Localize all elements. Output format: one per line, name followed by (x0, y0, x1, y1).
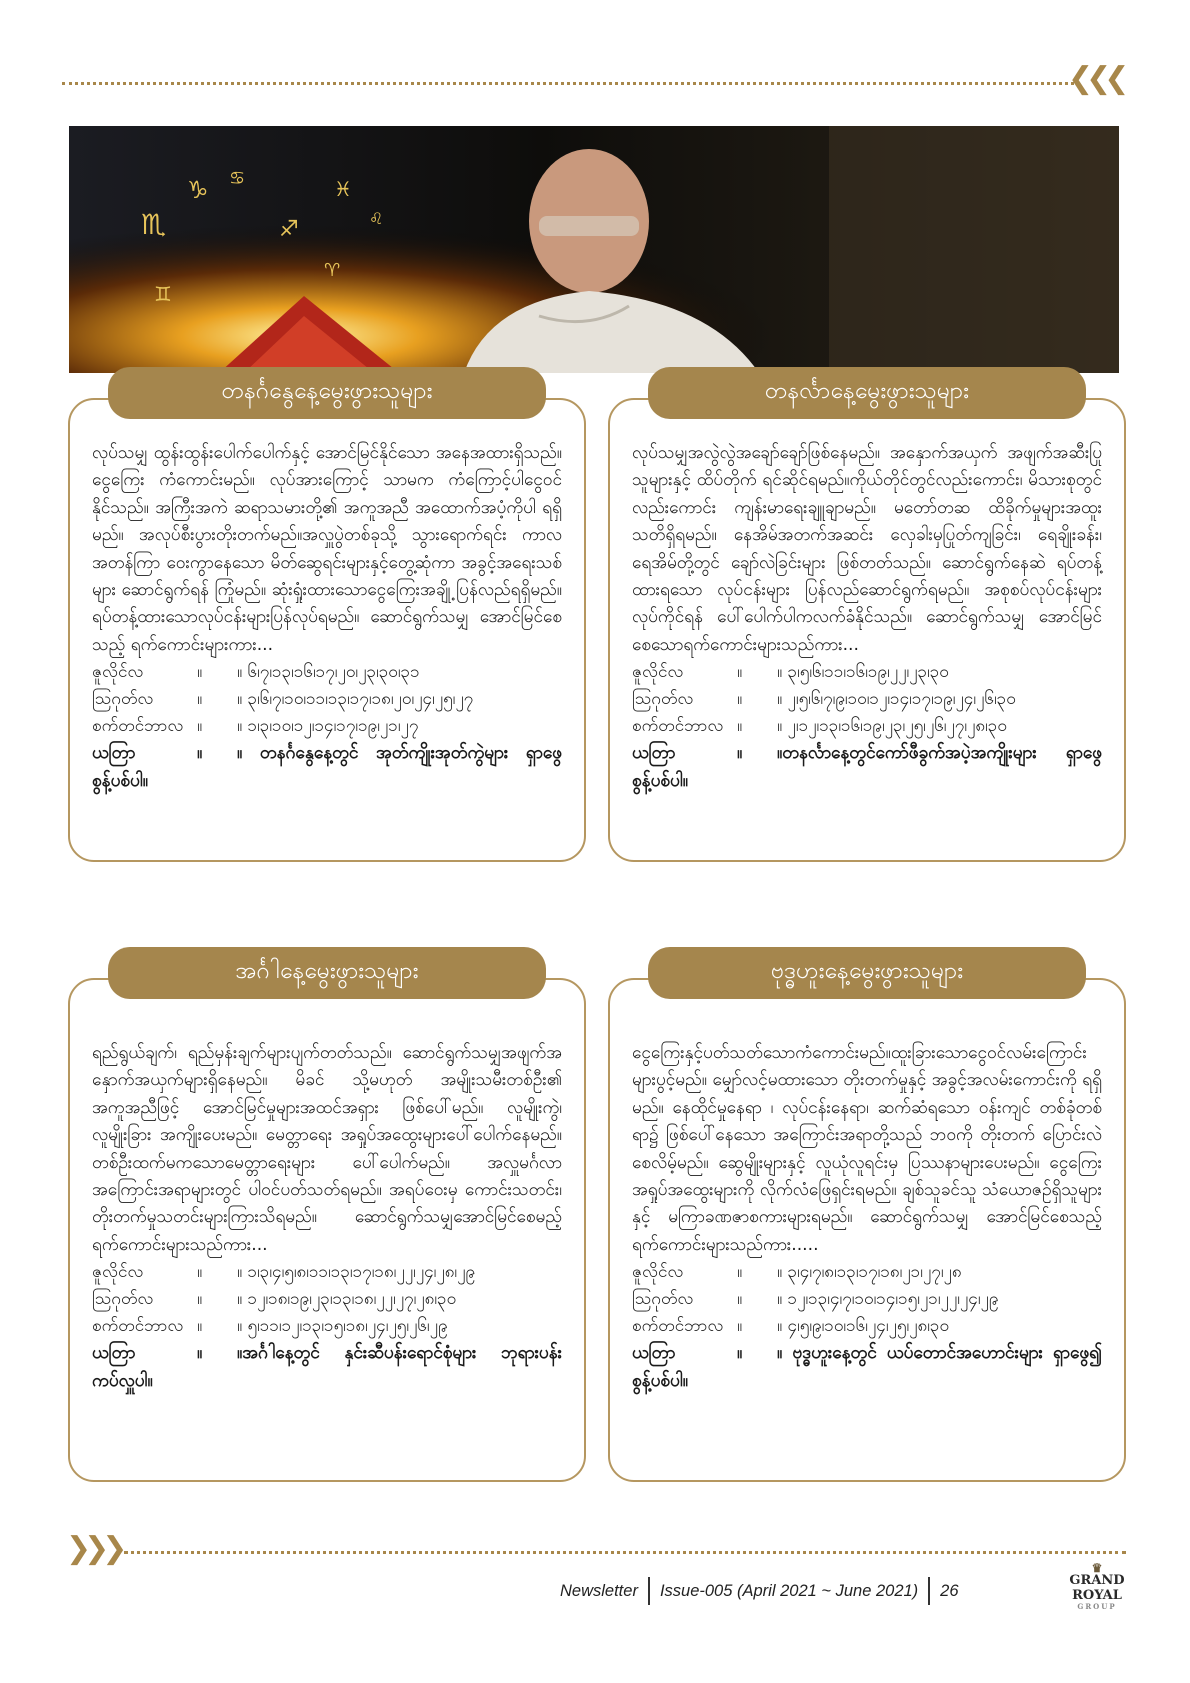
lucky-days-row: ဇူလိုင်လ ။ ။ ၁၊၃၊၄၊၅၊၈၊၁၁၊၁၃၊၁၇၊၁၈၊၂၂၊၂၄၊၂၈၊၂၉ (92, 1262, 476, 1283)
footer (560, 1576, 959, 1606)
lucky-days-row: စက်တင်ဘာလ ။ ။ ၂၊၁၂၊၁၃၊၁၆၊၁၉၊၂၃၊၂၅၊၂၆၊၂၇၊၂၈၊၃၀ (632, 716, 1007, 737)
box-paragraph: လုပ်သမျှအလွဲလွဲအချော်ချော်ဖြစ်နေမည်။ အနှောက်အယှက် အဖျက်အဆီးပြုသူများနှင့် ထိပ်တိုက် ရင်ဆိုင်ရမည်။ကိုယ်တိုင်တွင်လည်းကောင်း၊ မိသားစုတွင်လည်းကောင်း ကျန်းမာရေးချူချာမည်။ မတော်တဆ ထိခိုက်မှုများအထူးသတိရှိရမည်။ နေအိမ်အတက်အဆင်း လှေခါးမှပြုတ်ကျခြင်း၊ ရေချိုးခန်း၊ ရေအိမ်တို့တွင် ချော်လဲခြင်းများ ဖြစ်တတ်သည်။ ဆောင်ရွက်နေဆဲ ရပ်တန့်ထားရသော လုပ်ငန်းများ ပြန်လည်ဆောင်ရွက်ရမည်။ အစုစပ်လုပ်ငန်းများလုပ်ကိုင်ရန် ပေါ်ပေါက်ပါကလက်ခံနိုင်သည်။ ဆောင်ရွက်သမျှ အောင်မြင်စေသောရက်ကောင်းများသည်ကား... (632, 443, 1102, 655)
svg-text:♏: ♏ (141, 208, 167, 241)
box-title: တနင်္လာနေ့မွေးဖွားသူများ (648, 367, 1086, 419)
box-paragraph: ရည်ရွယ်ချက်၊ ရည်မှန်းချက်များပျက်တတ်သည်။ ဆောင်ရွက်သမျှအဖျက်အနှောက်အယှက်များရှိနေမည်။ မိခင် သို့မဟုတ် အမျိုးသမီးတစ်ဦး၏ အကူအညီဖြင့် အောင်မြင်မှုများအထင်အရှား ဖြစ်ပေါ်မည်။ လူမျိုးကွဲ၊လူမျိုးခြား အကျိုးပေးမည်။ မေတ္တာရေး အရှုပ်အထွေးများပေါ်ပေါက်နေမည်။တစ်ဦးထက်မကသောမေတ္တာရေးများ ပေါ်ပေါက်မည်။ အလှူမင်္ဂလာအကြောင်းအရာများတွင် ပါဝင်ပတ်သတ်ရမည်။ အရပ်ဝေးမှ ကောင်းသတင်း၊တိုးတက်မှုသတင်းများကြားသိရမည်။ ဆောင်ရွက်သမျှအောင်မြင်စေမည့် ရက်ကောင်းများသည်ကား... (92, 1043, 562, 1255)
grand-royal-logo: ♛ GRAND ROYAL GROUP (1062, 1563, 1132, 1611)
footer-divider (648, 1577, 650, 1605)
svg-text:♌: ♌ (369, 209, 384, 228)
remedy: ယတြာ ။ ။တနင်္လာနေ့တွင်ကော်ဖီခွက်အပဲ့အကျိုးများ ရှာဖွေစွန့်ပစ်ပါ။ (632, 743, 1102, 791)
lucky-days-row: ဩဂုတ်လ ။ ။ ၃၊၆၊၇၊၁၀၊၁၁၊၁၃၊၁၇၊၁၈၊၂၀၊၂၄၊၂၅၊၂၇ (92, 689, 474, 710)
lucky-days-row: ဇူလိုင်လ ။ ။ ၆၊၇၊၁၃၊၁၆၊၁၇၊၂၀၊၂၃၊၃၀၊၃၁ (92, 662, 420, 683)
horoscope-box-wednesday (608, 958, 1126, 1482)
box-paragraph: ငွေကြေးနှင့်ပတ်သတ်သောကံကောင်းမည်။ထူးခြားသောငွေဝင်လမ်းကြောင်းများပွင့်မည်။ မျှော်လင့်မထားသော တိုးတက်မှုနှင့် အခွင့်အလမ်းကောင်းကို ရရှိမည်။ နေထိုင်မှုနေရာ ၊ လုပ်ငန်းနေရာ၊ ဆက်ဆံရသော ဝန်းကျင် တစ်ခုံတစ်ရာ၌ ဖြစ်ပေါ်နေသော အကြောင်းအရာတို့သည် ဘဝကို တိုးတက် ပြောင်းလဲစေလိမ့်မည်။ ဆွေမျိုးများနှင့် လူယုံလူရင်းမှ ပြဿနာများပေးမည်။ ငွေကြေးအရှုပ်အထွေးများကို လိုက်လံဖြေရှင်းရမည်။ ချစ်သူခင်သူ သံယောဇဉ်ရှိသူများနှင့် မကြာခဏဇာစကားများရမည်။ ဆောင်ရွက်သမျှ အောင်မြင်စေသည့် ရက်ကောင်းများသည်ကား..... (632, 1043, 1102, 1255)
bottom-dotted-rule (124, 1551, 1126, 1554)
lucky-days-row: စက်တင်ဘာလ ။ ။ ၄၊၅၊၉၊၁၀၊၁၆၊၂၄၊၂၅၊၂၈၊၃၀ (632, 1316, 950, 1337)
top-dotted-rule (62, 82, 1074, 85)
lucky-days-row: ဇူလိုင်လ ။ ။ ၃၊၄၊၇၊၈၊၁၃၊၁၇၊၁၈၊၂၁၊၂၇၊၂၈ (632, 1262, 962, 1283)
lucky-days-row: ဩဂုတ်လ ။ ။ ၁၂၊၁၃၊၄၊၇၊၁၀၊၁၄၊၁၅၊၂၁၊၂၂၊၂၄၊၂၉ (632, 1289, 999, 1310)
box-paragraph: လုပ်သမျှ ထွန်းထွန်းပေါက်ပေါက်နှင့် အောင်မြင်နိုင်သော အနေအထားရှိသည်။ ငွေကြေး ကံကောင်းမည်။ လုပ်အားကြောင့် သာမက ကံကြောင့်ပါငွေဝင်နိုင်သည်။ အကြီးအကဲ ဆရာသမားတို့၏ အကူအညီ အထောက်အပံ့ကိုပါ ရရှိမည်။ အလုပ်စီးပွားတိုးတက်မည်။အလှူပွဲတစ်ခုသို့ သွားရောက်ရင်း ကာလအတန်ကြာ ဝေးကွာနေသော မိတ်ဆွေရင်းများနှင့်တွေ့ဆုံကာ အခွင့်အရေးသစ်များ ဆောင်ရွက်ရန် ကြုံမည်။ ဆုံးရှုံးထားသောငွေကြေးအချို့ ပြန်လည်ရရှိမည်။ရပ်တန့်ထားသောလုပ်ငန်းများပြန်လုပ်ရမည်။ ဆောင်ရွက်သမျှ အောင်မြင်စေသည့် ရက်ကောင်းများကား... (92, 443, 562, 655)
svg-text:♐: ♐ (279, 217, 299, 242)
lucky-days-row: ဇူလိုင်လ ။ ။ ၃၊၅၊၆၊၁၁၊၁၆၊၁၉၊၂၂၊၂၃၊၃၀ (632, 662, 949, 683)
lucky-days-row: ဩဂုတ်လ ။ ။ ၂၊၅၊၆၊၇၊၉၊၁၀၊၁၂၊၁၄၊၁၇၊၁၉၊၂၄၊၂၆၊၃၀ (632, 689, 1016, 710)
box-title: ဗုဒ္ဓဟူးနေ့မွေးဖွားသူများ (648, 947, 1086, 999)
svg-text:♑: ♑ (187, 176, 209, 204)
header-photo (69, 126, 1119, 373)
footer-divider (928, 1577, 930, 1605)
remedy: ယတြာ ။ ။ ဗုဒ္ဓဟူးနေ့တွင် ယပ်တောင်အဟောင်းများ ရှာဖွေ၍ စွန့်ပစ်ပါ။ (632, 1343, 1102, 1391)
remedy: ယတြာ ။ ။အင်္ဂါနေ့တွင် နှင်းဆီပန်းရောင်စုံများ ဘုရားပန်းကပ်လှူပါ။ (92, 1343, 562, 1391)
svg-text:♓: ♓ (334, 177, 352, 201)
horoscope-box-sunday (68, 378, 586, 862)
lucky-days-row: စက်တင်ဘာလ ။ ။ ၅၊၁၁၊၁၂၊၁၃၊၁၅၊၁၈၊၂၄၊၂၅၊၂၆၊၂၉ (92, 1316, 448, 1337)
box-title: တနင်္ဂနွေနေ့မွေးဖွားသူများ (108, 367, 546, 419)
chevron-left-icon: ❮❮❮ (1068, 61, 1123, 96)
remedy: ယတြာ ။ ။ တနင်္ဂနွေနေ့တွင် အုတ်ကျိုးအုတ်ကွဲများ ရှာဖွေစွန့်ပစ်ပါ။ (92, 743, 562, 791)
chevron-right-icon: ❯❯❯ (66, 1531, 121, 1566)
footer-issue: Issue-005 (April 2021 ~ June 2021) (659, 1581, 919, 1600)
lucky-days-row: ဩဂုတ်လ ။ ။ ၁၂၊၁၈၊၁၉၊၂၃၊၁၃၊၁၈၊၂၂၊၂၇၊၂၈၊၃၀ (92, 1289, 457, 1310)
svg-text:♈: ♈ (324, 260, 341, 281)
horoscope-box-tuesday (68, 958, 586, 1482)
page-number: 26 (940, 1581, 959, 1600)
svg-text:♊: ♊ (154, 282, 172, 306)
box-title: အင်္ဂါနေ့မွေးဖွားသူများ (108, 947, 546, 999)
horoscope-box-monday (608, 378, 1126, 862)
lucky-days-row: စက်တင်ဘာလ ။ ။ ၁၊၃၊၁၀၊၁၂၊၁၄၊၁၇၊၁၉၊၂၁၊၂၇ (92, 716, 419, 737)
footer-newsletter: Newsletter (560, 1581, 638, 1600)
crown-icon: ♛ (1091, 1561, 1103, 1575)
svg-text:♋: ♋ (229, 168, 246, 189)
